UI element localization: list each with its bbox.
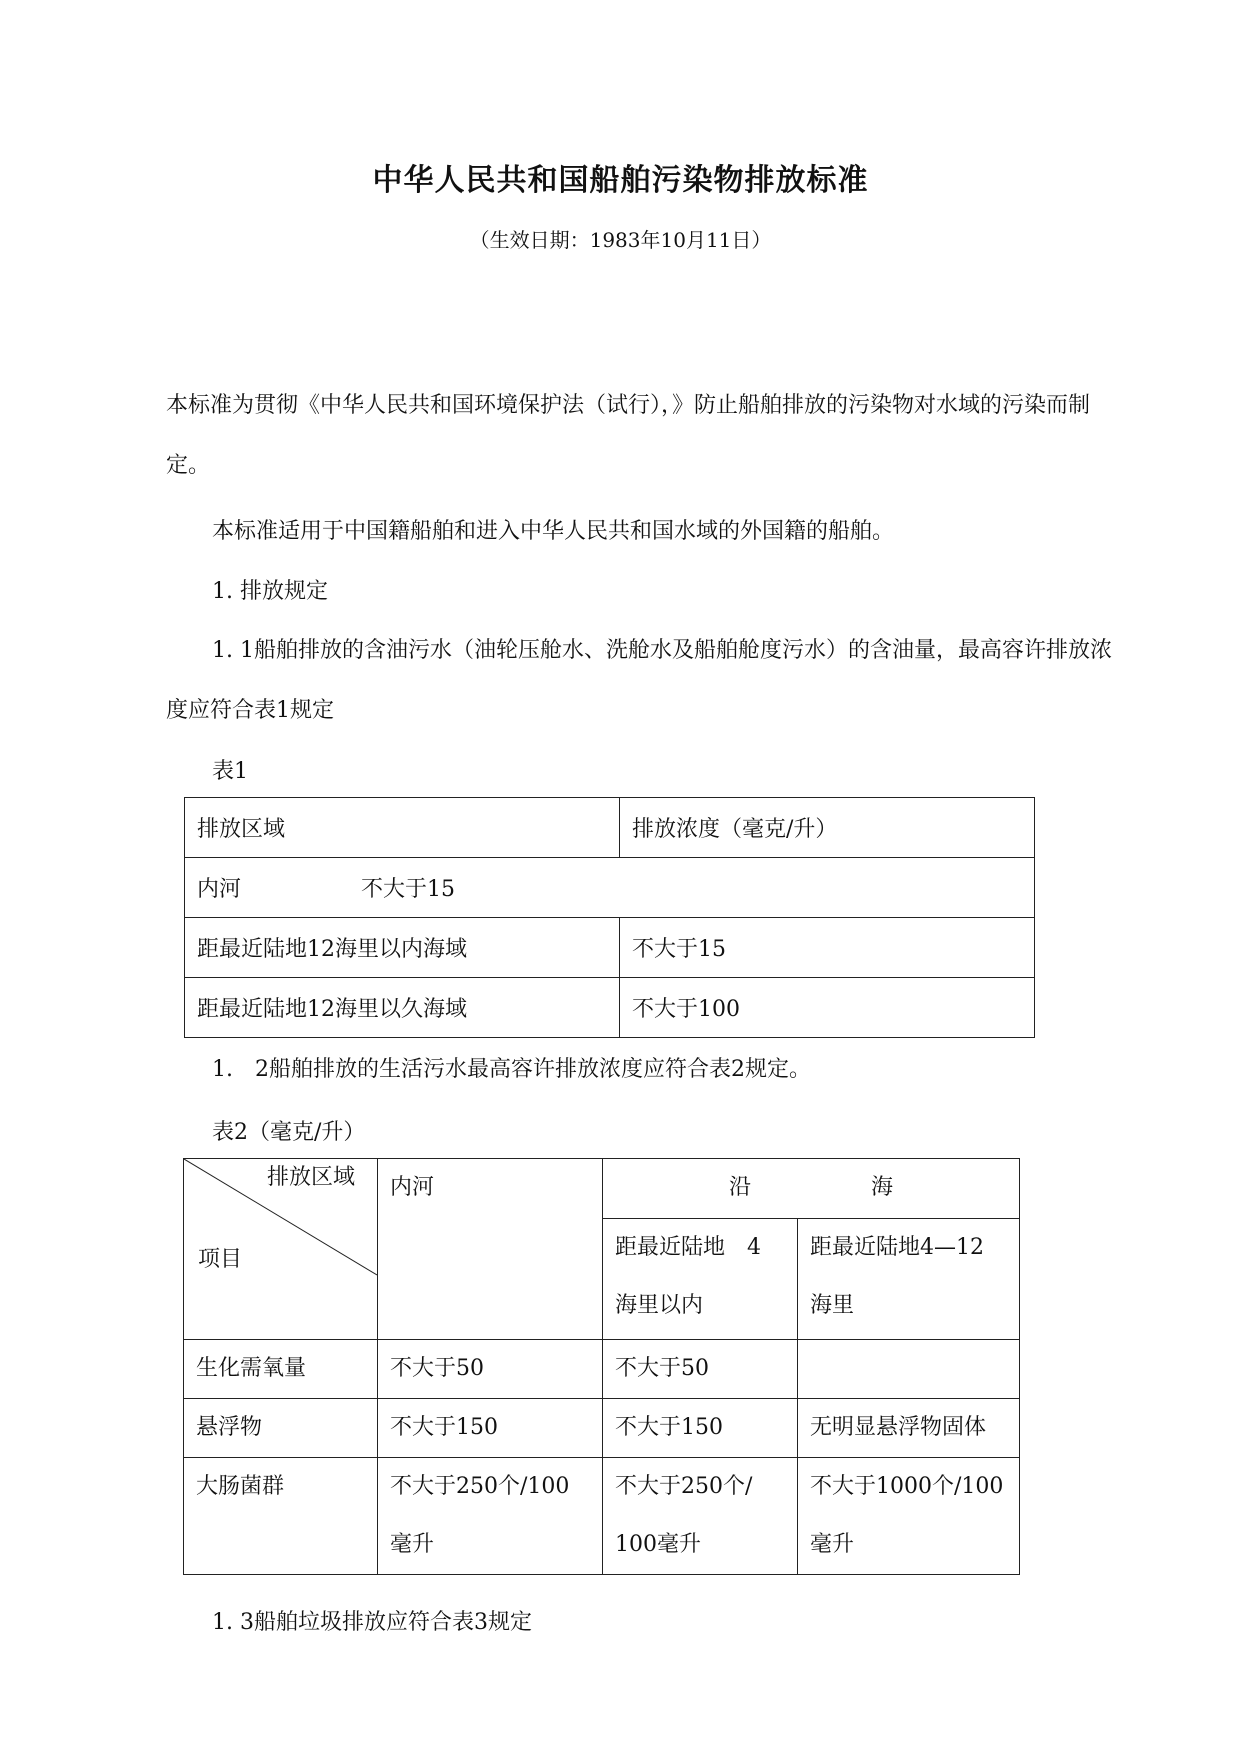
page-title: 中华人民共和国船舶污染物排放标准 (372, 163, 869, 198)
table2-far: 无明显悬浮物固体 (798, 1399, 1020, 1458)
table2 (183, 1158, 1020, 1575)
table1-header-concentration: 排放浓度（毫克/升） (620, 798, 1035, 858)
table2-caption: 表2（毫克/升） (212, 1120, 366, 1145)
table2-near: 不大于50 (603, 1340, 798, 1399)
table1 (184, 797, 1035, 1038)
section-1-3-paragraph: 1. 3船舶垃圾排放应符合表3规定 (212, 1610, 532, 1635)
corner-label-item: 项目 (198, 1247, 243, 1272)
corner-label-area: 排放区域 (266, 1165, 355, 1190)
table2-subcol-far (798, 1219, 1020, 1340)
effective-date: （生效日期：1983年10月11日） (469, 228, 772, 252)
table2-item: 大肠菌群 (184, 1458, 378, 1575)
table-row (185, 978, 1035, 1038)
subcol-far-line1: 距最近陆地4—12 (810, 1235, 984, 1260)
table1-cell-area: 内河 (197, 877, 242, 902)
table1-cell-value: 不大于100 (620, 978, 1035, 1038)
subcol-far-line2: 海里 (810, 1293, 855, 1318)
coastal-char-1: 沿 (728, 1175, 751, 1200)
table1-header-area: 排放区域 (185, 798, 620, 858)
table-row (184, 1159, 1020, 1219)
intro-paragraph: 本标准为贯彻《中华人民共和国环境保护法（试行），》防止船舶排放的污染物对水域的污染而制定。 (166, 393, 1091, 478)
section-1-2-paragraph: 1. 2船舶排放的生活污水最高容许排放浓度应符合表2规定。 (212, 1057, 811, 1082)
table1-cell-value: 不大于15 (361, 877, 456, 902)
table-row (185, 858, 1035, 918)
table-row (184, 1340, 1020, 1399)
far-line1: 不大于1000个/100 (810, 1474, 1004, 1499)
table2-col-coastal (603, 1159, 1020, 1219)
table2-near (603, 1458, 798, 1575)
table2-col-inland: 内河 (378, 1159, 603, 1340)
table1-cell (185, 858, 1035, 918)
subcol-near-line2: 海里以内 (615, 1293, 704, 1318)
table2-far (798, 1340, 1020, 1399)
table2-item: 生化需氧量 (184, 1340, 378, 1399)
table2-inland: 不大于150 (378, 1399, 603, 1458)
inland-line1: 不大于250个/100 (390, 1474, 570, 1499)
near-line2: 100毫升 (615, 1532, 701, 1557)
subcol-near-line1: 距最近陆地 4 (615, 1235, 761, 1260)
table-row (185, 798, 1035, 858)
table2-near: 不大于150 (603, 1399, 798, 1458)
table1-cell-area: 距最近陆地12海里以久海域 (185, 978, 620, 1038)
table2-item: 悬浮物 (184, 1399, 378, 1458)
far-line2: 毫升 (810, 1532, 855, 1557)
table2-subcol-near (603, 1219, 798, 1340)
inland-line2: 毫升 (390, 1532, 435, 1557)
section-1-1-paragraph: 1. 1船舶排放的含油污水（油轮压舱水、洗舱水及船舶舱度污水）的含油量，最高容许排放浓度应符合表1规定 (166, 638, 1112, 723)
section-1-heading: 1. 排放规定 (212, 579, 328, 604)
table1-cell-area: 距最近陆地12海里以内海域 (185, 918, 620, 978)
table2-far (798, 1458, 1020, 1575)
table-row (185, 918, 1035, 978)
table1-cell-value: 不大于15 (620, 918, 1035, 978)
table2-inland (378, 1458, 603, 1575)
table1-caption: 表1 (212, 759, 248, 784)
near-line1: 不大于250个/ (615, 1474, 753, 1499)
table-row (184, 1458, 1020, 1575)
table2-corner-cell (184, 1159, 378, 1340)
scope-paragraph: 本标准适用于中国籍船舶和进入中华人民共和国水域的外国籍的船舶。 (212, 519, 895, 544)
coastal-char-2: 海 (871, 1175, 894, 1200)
table-row (184, 1399, 1020, 1458)
table2-inland: 不大于50 (378, 1340, 603, 1399)
